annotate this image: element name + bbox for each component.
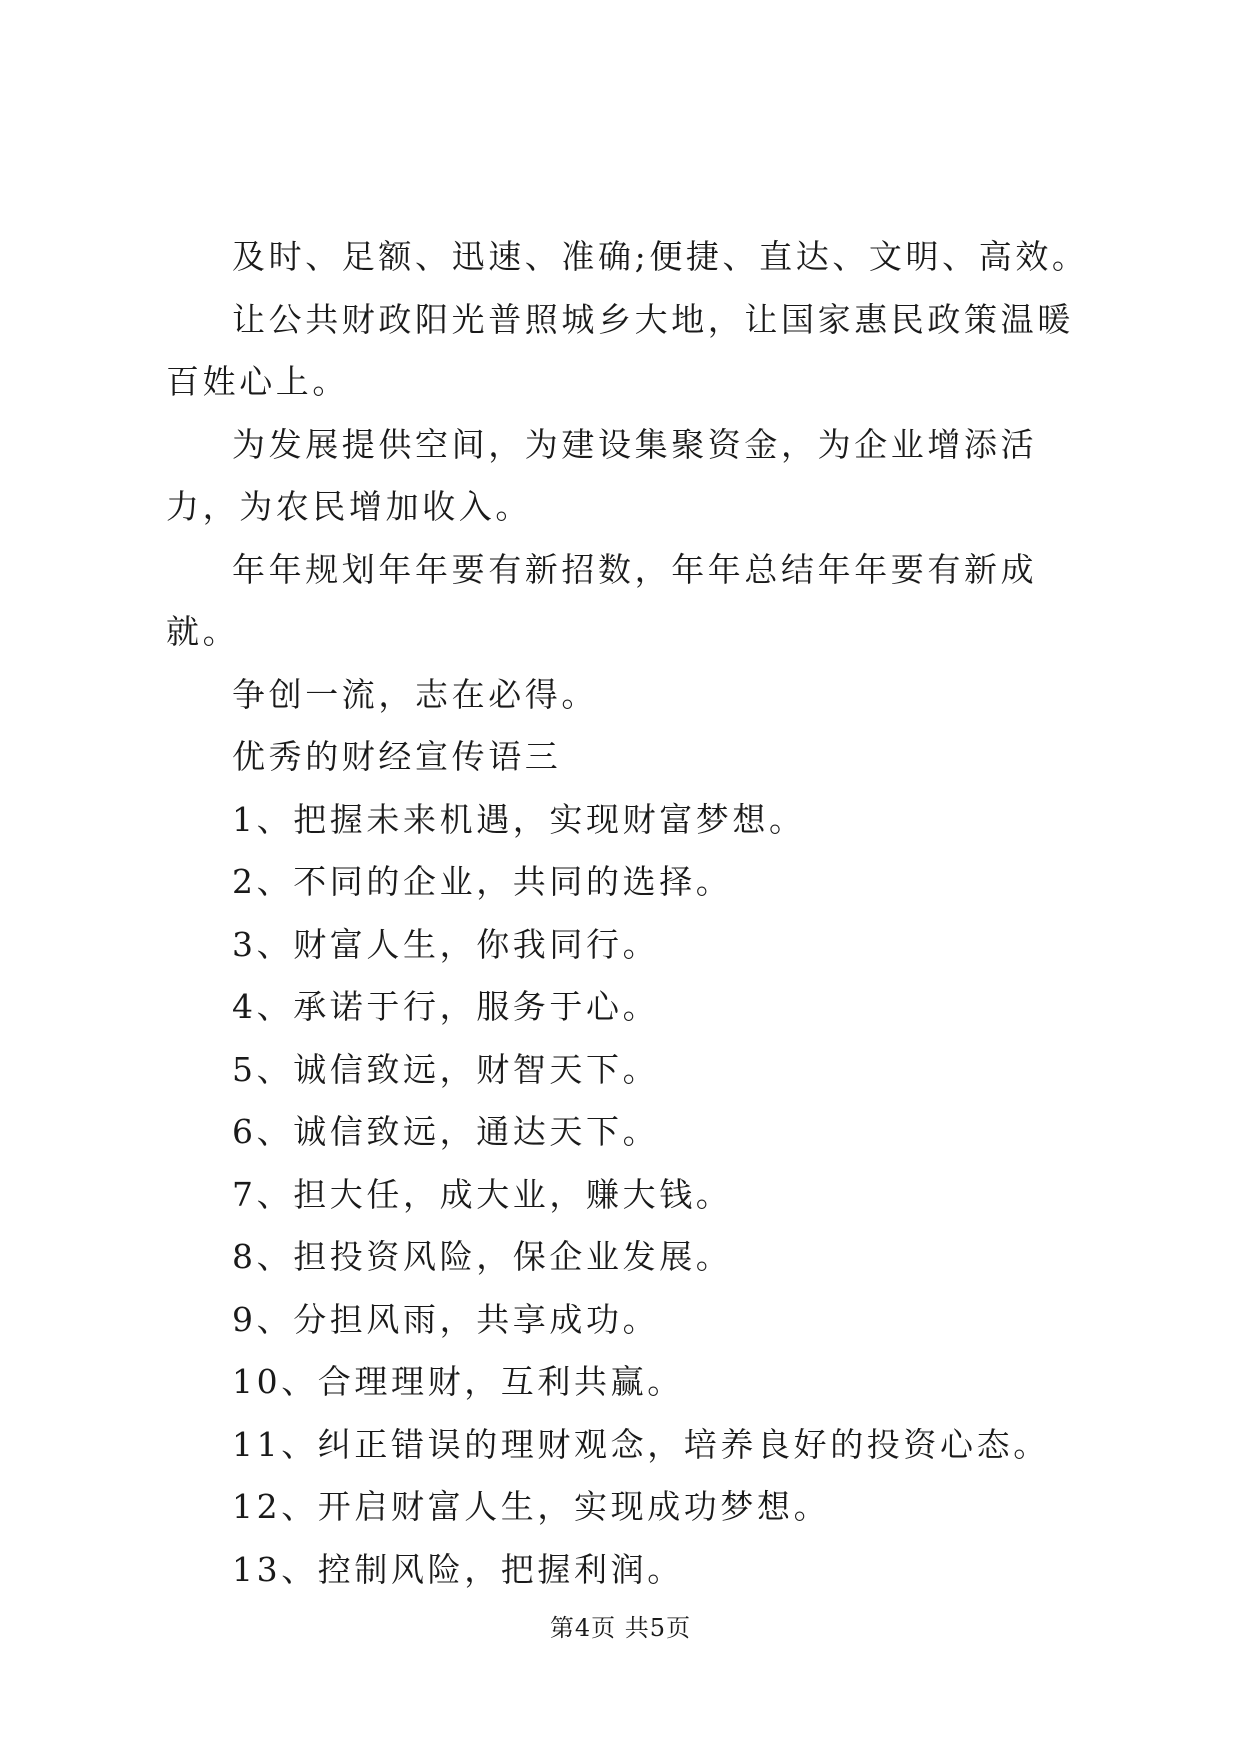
paragraph: 年年规划年年要有新招数，年年总结年年要有新成就。 bbox=[166, 549, 1038, 651]
list-item: 13、控制风险，把握利润。 bbox=[232, 1549, 684, 1589]
list-item: 11、纠正错误的理财观念，培养良好的投资心态。 bbox=[232, 1424, 1050, 1464]
paragraph: 争创一流，志在必得。 bbox=[232, 674, 598, 714]
list-item: 1、把握未来机遇，实现财富梦想。 bbox=[232, 799, 806, 839]
list-item: 3、财富人生，你我同行。 bbox=[232, 924, 660, 964]
paragraph: 及时、足额、迅速、准确;便捷、直达、文明、高效。 bbox=[232, 237, 1089, 276]
paragraph: 让公共财政阳光普照城乡大地，让国家惠民政策温暖百姓心上。 bbox=[166, 299, 1074, 401]
list-item: 5、诚信致远，财智天下。 bbox=[232, 1049, 660, 1089]
list-item: 6、诚信致远，通达天下。 bbox=[232, 1112, 660, 1151]
list-item: 9、分担风雨，共享成功。 bbox=[232, 1299, 660, 1339]
document-body bbox=[166, 226, 1096, 1601]
list-item: 8、担投资风险，保企业发展。 bbox=[232, 1237, 733, 1276]
paragraph: 为发展提供空间，为建设集聚资金，为企业增添活力，为农民增加收入。 bbox=[166, 424, 1038, 526]
list-item: 12、开启财富人生，实现成功梦想。 bbox=[232, 1487, 831, 1526]
page-footer: 第4页 共5页 bbox=[549, 1614, 692, 1642]
section-heading: 优秀的财经宣传语三 bbox=[232, 737, 562, 776]
list-item: 10、合理理财，互利共赢。 bbox=[232, 1362, 684, 1401]
list-item: 4、承诺于行，服务于心。 bbox=[232, 987, 660, 1026]
list-item: 2、不同的企业，共同的选择。 bbox=[232, 862, 733, 901]
list-item: 7、担大任，成大业，赚大钱。 bbox=[232, 1174, 733, 1214]
